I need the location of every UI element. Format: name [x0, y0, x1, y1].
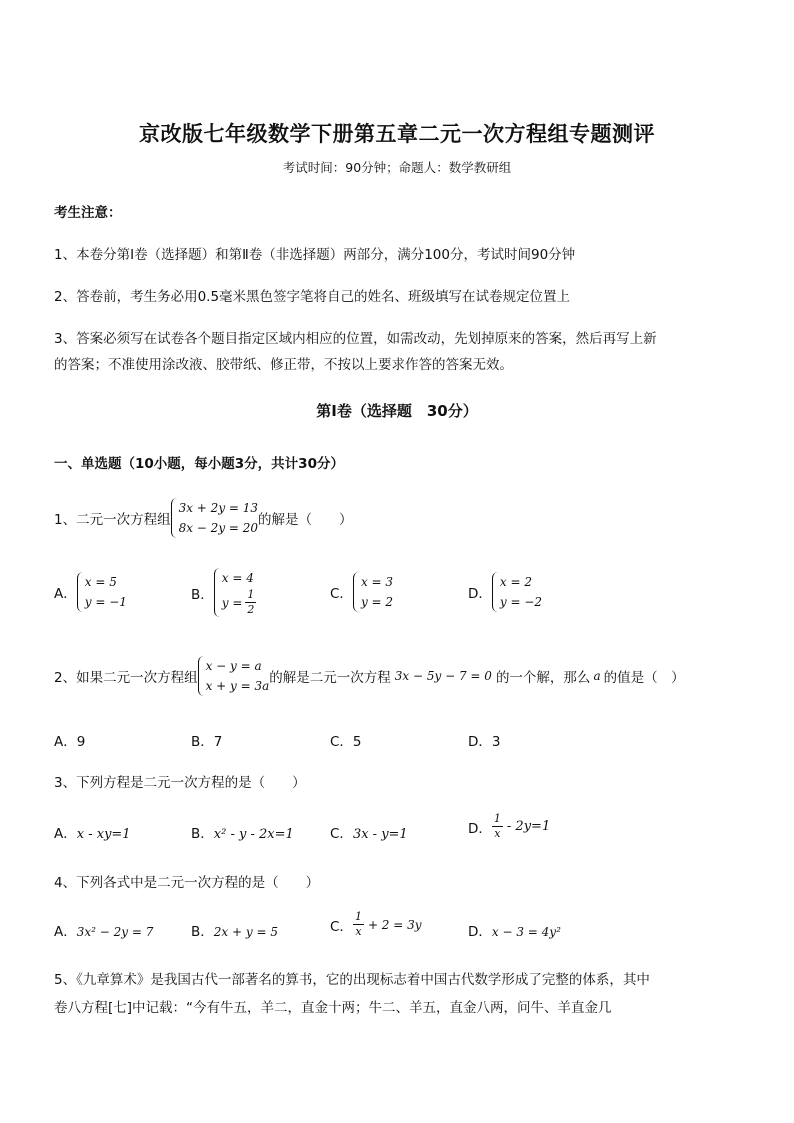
brace-icon	[492, 572, 499, 612]
q3-d-rest: - 2y=1	[506, 819, 551, 834]
q1-b-system	[214, 568, 257, 617]
fraction	[353, 910, 364, 939]
question-2	[54, 656, 685, 696]
option-label: B．	[191, 826, 214, 842]
fraction-numerator: 1	[354, 910, 362, 923]
q1-option-d[interactable]	[468, 572, 542, 612]
q1-b-lhs: y =	[221, 595, 243, 610]
question-4: 4、下列各式中是二元一次方程的是（ ）	[54, 875, 320, 891]
option-label: C．	[330, 826, 353, 842]
option-label: B．	[191, 924, 214, 940]
q2-option-d[interactable]: D．3	[468, 734, 501, 750]
q4-option-b[interactable]	[191, 920, 278, 940]
q2-eq1: x − y = a	[205, 659, 262, 673]
option-label: A．	[54, 924, 77, 940]
exam-info: 考试时间：90分钟；命题人：数学教研组	[282, 160, 512, 175]
q4-b-expr: 2x + y = 5	[213, 925, 278, 939]
q1-eq1: 3x + 2y = 13	[178, 501, 259, 515]
option-label: D．	[468, 586, 492, 602]
part1-title: 第Ⅰ卷（选择题 30分）	[316, 402, 478, 420]
option-label: D．	[468, 820, 492, 837]
q1-c-line1: x = 3	[360, 575, 394, 589]
option-label: C．	[330, 918, 353, 935]
notice-item-2: 2、答卷前，考生务必用0.5毫米黑色签字笔将自己的姓名、班级填写在试卷规定位置上	[54, 289, 571, 305]
q4-c-rest: + 2 = 3y	[367, 917, 422, 932]
brace-icon	[353, 572, 360, 612]
brace-icon	[171, 498, 178, 538]
fraction-denominator: x	[494, 827, 501, 840]
q4-option-c[interactable]	[330, 910, 422, 939]
q3-c-expr: 3x - y=1	[352, 827, 408, 842]
option-label: A．	[54, 586, 77, 602]
q3-option-c[interactable]	[330, 822, 408, 842]
option-label: B．	[191, 586, 214, 603]
brace-icon	[77, 572, 84, 612]
q1-option-a[interactable]	[54, 572, 127, 612]
q2-mid: 的解是二元一次方程	[269, 670, 391, 686]
q2-option-c[interactable]: C．5	[330, 734, 362, 750]
q3-option-b[interactable]	[191, 822, 294, 842]
fraction-numerator: 1	[493, 812, 501, 825]
option-label: A．	[54, 826, 77, 842]
fraction-numerator: 1	[247, 588, 255, 601]
option-label: C．	[330, 586, 353, 602]
q1-a-line2: y = −1	[84, 595, 127, 609]
brace-icon	[214, 568, 221, 617]
q4-option-a[interactable]	[54, 920, 153, 940]
q3-option-d[interactable]	[468, 812, 550, 841]
q2-system	[198, 656, 270, 696]
q1-b-line1: x = 4	[221, 571, 254, 585]
brace-icon	[198, 656, 205, 696]
q1-d-line1: x = 2	[499, 575, 532, 589]
page-title: 京改版七年级数学下册第五章二元一次方程组专题测评	[139, 121, 655, 146]
q1-system	[171, 498, 258, 538]
question-3: 3、下列方程是二元一次方程的是（ ）	[54, 775, 306, 791]
q1-prefix: 1、二元一次方程组	[54, 512, 171, 528]
fraction	[245, 588, 256, 617]
notice-heading: 考生注意：	[54, 205, 122, 221]
q1-a-line1: x = 5	[84, 575, 117, 589]
q3-b-expr: x² - y - 2x=1	[213, 827, 294, 842]
q2-option-b[interactable]: B．7	[191, 734, 223, 750]
section-heading: 一、单选题（10小题，每小题3分，共计30分）	[54, 456, 344, 472]
q2-eq3: 3x − 5y − 7 = 0	[394, 669, 492, 683]
q2-var: a	[593, 669, 601, 683]
q1-c-line2: y = 2	[360, 595, 394, 609]
q1-eq2: 8x − 2y = 20	[178, 521, 259, 535]
q1-option-b[interactable]	[191, 568, 256, 617]
q1-a-system	[77, 572, 127, 612]
question-1	[54, 498, 353, 538]
q1-d-system	[492, 572, 542, 612]
q1-c-system	[353, 572, 393, 612]
fraction-denominator: 2	[247, 603, 255, 616]
question-5-line1: 5、《九章算术》是我国古代一部著名的算书，它的出现标志着中国古代数学形成了完整的体系，其中	[54, 972, 650, 988]
notice-item-3-cont: 的答案；不准使用涂改液、胶带纸、修正带，不按以上要求作答的答案无效。	[54, 357, 513, 373]
q4-option-d[interactable]	[468, 920, 561, 940]
q1-option-c[interactable]	[330, 572, 393, 612]
fraction	[492, 812, 503, 841]
notice-item-1: 1、本卷分第Ⅰ卷（选择题）和第Ⅱ卷（非选择题）两部分，满分100分，考试时间90分钟	[54, 247, 576, 263]
question-5-line2: 卷八方程[七]中记载：“今有牛五，羊二，直金十两；牛二、羊五，直金八两，问牛、羊直金几	[54, 1000, 612, 1016]
q1-d-line2: y = −2	[499, 595, 543, 609]
fraction-denominator: x	[355, 925, 362, 938]
q1-suffix: 的解是（ ）	[258, 512, 353, 528]
q2-eq2: x + y = 3a	[205, 679, 270, 693]
q2-mid2: 的一个解，那么	[495, 670, 591, 686]
q2-prefix: 2、如果二元一次方程组	[54, 670, 198, 686]
q2-suffix: 的值是（ ）	[603, 670, 685, 686]
q2-option-a[interactable]: A．9	[54, 734, 86, 750]
q3-option-a[interactable]	[54, 822, 131, 842]
q3-a-expr: x - xy=1	[76, 827, 131, 842]
notice-item-3: 3、答案必须写在试卷各个题目指定区域内相应的位置，如需改动，先划掉原来的答案，然后再写上新	[54, 331, 657, 347]
q4-a-expr: 3x² − 2y = 7	[76, 925, 154, 939]
q4-d-expr: x − 3 = 4y²	[491, 925, 561, 939]
option-label: D．	[468, 924, 492, 940]
